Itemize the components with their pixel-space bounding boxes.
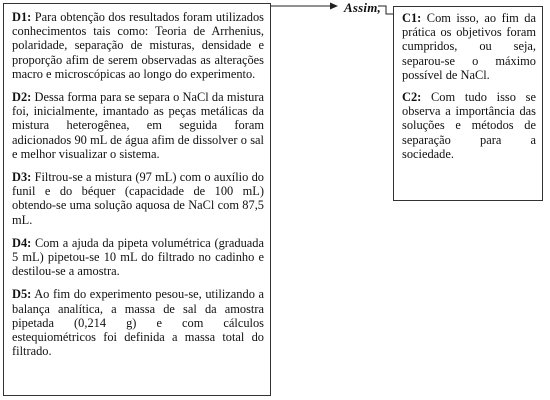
paragraph-text: Com isso, ao fim da prática os objetivos foram cumpridos, ou seja, separou-se o máximo possível de NaCl. [402,11,536,82]
conclusion-box [393,6,543,201]
connector-label: Assim, [344,0,381,15]
paragraph-c2 [402,90,536,161]
paragraph-d5 [12,287,264,358]
paragraph-tag: D5: [12,287,32,302]
paragraph-text: Com tudo isso se observa a importância das soluções e métodos de separação para a sociedade. [402,90,536,161]
paragraph-tag: D4: [12,235,32,250]
paragraph-tag: C1: [402,11,422,25]
paragraph-d4 [12,236,264,279]
paragraph-tag: D1: [12,10,32,24]
paragraph-tag: D3: [12,170,32,185]
development-box [3,3,271,396]
paragraph-d1 [12,10,264,81]
paragraph-c1 [402,11,536,82]
paragraph-text: Dessa forma para se separa o NaCl da mistura foi, inicialmente, imantado as peças metálicas da mistura heterogênea, em seguida foram adicionados 90 mL de água afim de dissolver o sal e melhor visualizar o sistema. [12,90,264,161]
paragraph-text: Com a ajuda da pipeta volumétrica (graduada 5 mL) pipetou-se 10 mL do filtrado no cadinho e destilou-se a amostra. [12,235,264,279]
paragraph-text: Ao fim do experimento pesou-se, utilizando a balança analítica, a massa de sal da amostra pipetada (0,214 g) e com cálculos estequiométricos foi definida a massa total do filtrado. [12,287,264,359]
paragraph-d3 [12,170,264,227]
paragraph-tag: C2: [402,90,422,105]
paragraph-d2 [12,90,264,161]
paragraph-text: Filtrou-se a mistura (97 mL) com o auxílio do funil e do béquer (capacidade de 100 mL) obtendo-se uma solução aquosa de NaCl com 87,5 mL. [12,170,264,227]
paragraph-text: Para obtenção dos resultados foram utilizados conhecimentos tais como: Teoria de Arrhenius, polaridade, separação de misturas, densidade e proporção afim de serem observadas as alterações macro e microscópicas ao longo do experimento. [12,10,264,81]
paragraph-tag: D2: [12,90,32,105]
